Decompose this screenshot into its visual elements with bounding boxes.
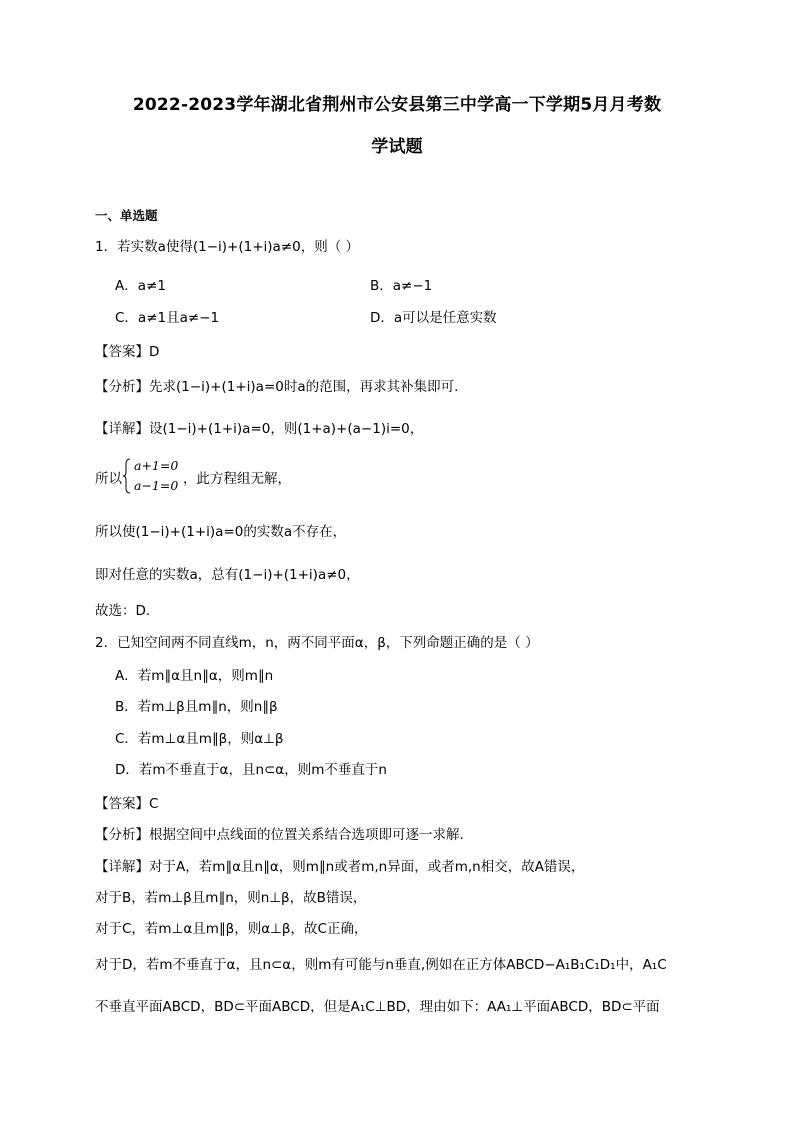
q1-detail-2-tail: ，此方程组无解，	[183, 471, 291, 487]
q2-detail-4: 对于D，若m不垂直于α，且n⊂α，则m有可能与n垂直,例如在正方体ABCD−A₁B₁C₁D₁中，A₁C	[95, 957, 667, 973]
q2-option-a: A．若m∥α且n∥α，则m∥n	[115, 668, 274, 684]
q2-detail-2: 对于B，若m⊥β且m∥n，则n⊥β，故B错误，	[95, 890, 367, 906]
q1-detail-3: 所以使(1−i)+(1+i)a=0的实数a不存在，	[95, 524, 347, 540]
document-title-line1: 2022-2023学年湖北省荆州市公安县第三中学高一下学期5月月考数	[132, 95, 662, 115]
q1-option-b: B．a≠−1	[370, 278, 433, 294]
q1-analysis: 【分析】先求(1−i)+(1+i)a=0时a的范围，再求其补集即可.	[95, 379, 459, 395]
q2-detail-5: 不垂直平面ABCD，BD⊂平面ABCD，但是A₁C⊥BD，理由如下：AA₁⊥平面ABCD，BD⊂平面	[95, 999, 660, 1015]
q2-option-b: B．若m⊥β且m∥n，则n∥β	[115, 699, 278, 715]
document-title-line2: 学试题	[371, 137, 423, 157]
question-1-stem: 1．若实数a使得(1−i)+(1+i)a≠0，则（ ）	[95, 239, 360, 255]
q2-detail-3: 对于C，若m⊥α且m∥β，则α⊥β，故C正确，	[95, 921, 368, 937]
system-brace-icon	[122, 458, 132, 494]
q2-answer: 【答案】C	[95, 796, 159, 812]
section-heading: 一、单选题	[95, 208, 158, 223]
q1-option-a: A．a≠1	[115, 278, 166, 294]
q1-detail-1: 【详解】设(1−i)+(1+i)a=0，则(1+a)+(a−1)i=0，	[95, 421, 424, 437]
q2-analysis: 【分析】根据空间中点线面的位置关系结合选项即可逐一求解.	[95, 827, 464, 843]
q1-detail-4: 即对任意的实数a，总有(1−i)+(1+i)a≠0，	[95, 567, 360, 583]
system-equation-2: a−1=0	[134, 478, 179, 493]
q1-option-c: C．a≠1且a≠−1	[115, 310, 220, 326]
q2-detail-1: 【详解】对于A，若m∥α且n∥α，则m∥n或者m,n异面，或者m,n相交，故A错误，	[95, 859, 585, 875]
q1-detail-5: 故选：D.	[95, 603, 151, 619]
q1-option-d: D．a可以是任意实数	[370, 310, 497, 326]
system-equation-1: a+1=0	[134, 458, 179, 473]
question-2-stem: 2．已知空间两不同直线m，n，两不同平面α，β，下列命题正确的是（ ）	[95, 635, 539, 651]
q2-option-d: D．若m不垂直于α，且n⊂α，则m不垂直于n	[115, 762, 387, 778]
q1-suoyi-label: 所以	[95, 471, 122, 487]
q1-answer: 【答案】D	[95, 344, 160, 360]
q2-option-c: C．若m⊥α且m∥β，则α⊥β	[115, 731, 284, 747]
